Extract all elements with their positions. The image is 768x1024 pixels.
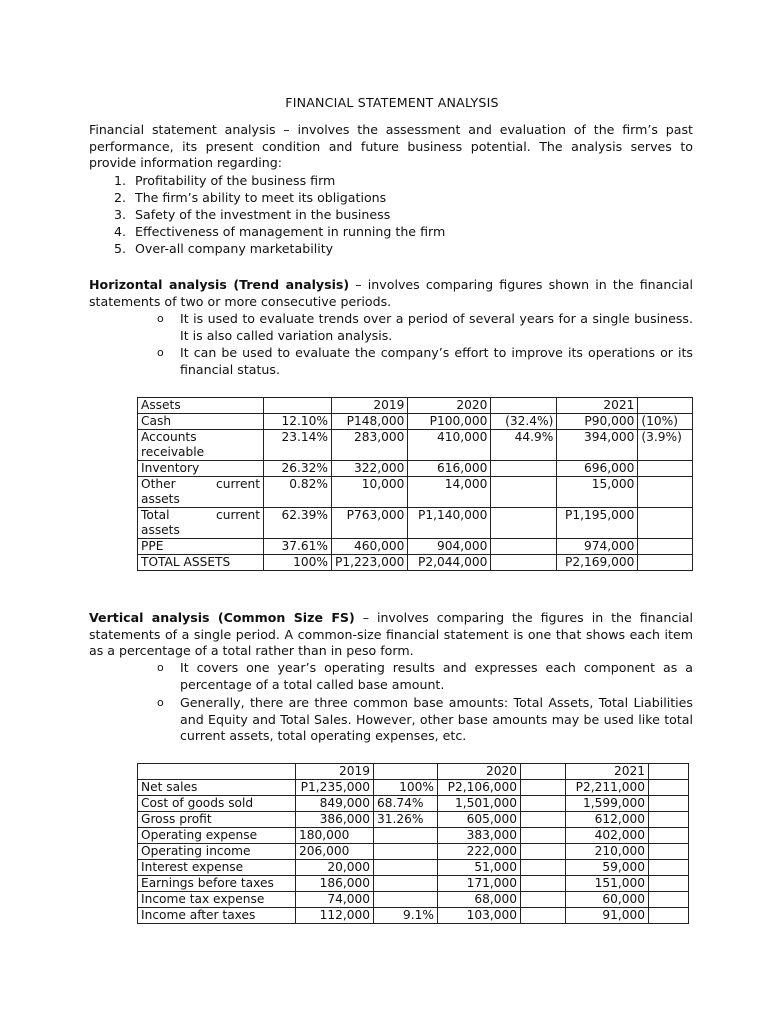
table-cell: 222,000 bbox=[438, 844, 521, 860]
row-label bbox=[138, 508, 264, 539]
table-cell bbox=[491, 477, 557, 508]
row-label: Accounts receivable bbox=[138, 430, 264, 461]
table-row bbox=[138, 430, 693, 461]
bullet-circle-icon: o bbox=[157, 661, 164, 674]
row-label-part: current bbox=[216, 477, 260, 491]
table-row bbox=[138, 461, 693, 477]
table-header-cell bbox=[264, 398, 332, 414]
row-label: Net sales bbox=[138, 780, 296, 796]
table-cell bbox=[374, 892, 438, 908]
table-cell: 62.39% bbox=[264, 508, 332, 539]
bullet-text: It is used to evaluate trends over a period of several years for a single business. It is also called variation analysis. bbox=[180, 311, 693, 343]
table-header-cell: 2019 bbox=[296, 764, 374, 780]
table-cell bbox=[521, 780, 566, 796]
table-cell bbox=[521, 812, 566, 828]
bullet-text: It covers one year’s operating results and expresses each component as a percentage of a total called base amount. bbox=[180, 660, 693, 692]
table-cell: 186,000 bbox=[296, 876, 374, 892]
table-row bbox=[138, 828, 689, 844]
table-cell: 100% bbox=[374, 780, 438, 796]
table-cell: P2,044,000 bbox=[408, 555, 491, 571]
table-cell: 171,000 bbox=[438, 876, 521, 892]
horizontal-bullet-2 bbox=[157, 345, 693, 378]
table-cell: 103,000 bbox=[438, 908, 521, 924]
table-cell: 31.26% bbox=[374, 812, 438, 828]
table-cell: 904,000 bbox=[408, 539, 491, 555]
table-cell: 460,000 bbox=[332, 539, 408, 555]
row-label: PPE bbox=[138, 539, 264, 555]
table-cell: 91,000 bbox=[566, 908, 649, 924]
table-cell bbox=[649, 876, 689, 892]
row-label: Interest expense bbox=[138, 860, 296, 876]
table-cell bbox=[638, 508, 693, 539]
table-cell: 210,000 bbox=[566, 844, 649, 860]
table-cell bbox=[649, 780, 689, 796]
table-row bbox=[138, 908, 689, 924]
table-cell: 696,000 bbox=[557, 461, 638, 477]
table-cell bbox=[638, 461, 693, 477]
page-title: FINANCIAL STATEMENT ANALYSIS bbox=[285, 95, 499, 110]
bullet-text: Generally, there are three common base amounts: Total Assets, Total Liabilities and Equity and Total Sales. However, other base amounts may be used like total current assets, total operating expenses, etc. bbox=[180, 695, 693, 743]
table-header-cell: 2019 bbox=[332, 398, 408, 414]
table-cell: 974,000 bbox=[557, 539, 638, 555]
table-row bbox=[138, 477, 693, 508]
table-cell bbox=[491, 508, 557, 539]
table-cell bbox=[374, 876, 438, 892]
table-cell bbox=[521, 796, 566, 812]
table-cell: 15,000 bbox=[557, 477, 638, 508]
table-header-cell bbox=[649, 764, 689, 780]
row-label: Income tax expense bbox=[138, 892, 296, 908]
horizontal-analysis-heading: Horizontal analysis (Trend analysis) bbox=[89, 277, 350, 292]
table-cell: 68.74% bbox=[374, 796, 438, 812]
table-header-cell bbox=[638, 398, 693, 414]
table-header-row bbox=[138, 398, 693, 414]
horizontal-analysis-text: – involves comparing figures shown in the financial statements of two or more consecutive periods. bbox=[89, 277, 693, 309]
table-header-cell: 2020 bbox=[408, 398, 491, 414]
row-label: Gross profit bbox=[138, 812, 296, 828]
table-cell bbox=[521, 860, 566, 876]
table-cell bbox=[491, 539, 557, 555]
table-cell: P763,000 bbox=[332, 508, 408, 539]
table-row bbox=[138, 796, 689, 812]
table-cell bbox=[374, 844, 438, 860]
row-label: TOTAL ASSETS bbox=[138, 555, 264, 571]
horizontal-analysis-paragraph bbox=[89, 277, 693, 310]
row-label: Operating expense bbox=[138, 828, 296, 844]
table-cell: 386,000 bbox=[296, 812, 374, 828]
table-cell: 14,000 bbox=[408, 477, 491, 508]
horizontal-analysis-table bbox=[137, 397, 693, 571]
bullet-text: It can be used to evaluate the company’s effort to improve its operations or its financial status. bbox=[180, 345, 693, 377]
table-cell bbox=[491, 555, 557, 571]
table-cell: 10,000 bbox=[332, 477, 408, 508]
table-cell bbox=[521, 828, 566, 844]
table-cell: (32.4%) bbox=[491, 414, 557, 430]
row-label: Income after taxes bbox=[138, 908, 296, 924]
list-text: Effectiveness of management in running the firm bbox=[135, 224, 446, 239]
vertical-analysis-heading: Vertical analysis (Common Size FS) bbox=[89, 610, 355, 625]
row-label: Earnings before taxes bbox=[138, 876, 296, 892]
table-cell: 0.82% bbox=[264, 477, 332, 508]
table-cell: 151,000 bbox=[566, 876, 649, 892]
table-cell bbox=[649, 892, 689, 908]
table-cell: P2,106,000 bbox=[438, 780, 521, 796]
table-cell bbox=[649, 796, 689, 812]
row-label bbox=[138, 477, 264, 508]
table-cell: 1,501,000 bbox=[438, 796, 521, 812]
row-label-part: Total bbox=[141, 508, 170, 522]
table-cell: 59,000 bbox=[566, 860, 649, 876]
table-header-cell: 2020 bbox=[438, 764, 521, 780]
table-cell bbox=[521, 892, 566, 908]
table-header-cell bbox=[374, 764, 438, 780]
vertical-analysis-text: – involves comparing the figures in the financial statements of a single period. A common-size financial statement is one that shows each item as a percentage of a total rather than in peso form. bbox=[89, 610, 693, 658]
bullet-circle-icon: o bbox=[157, 346, 164, 359]
table-cell bbox=[649, 844, 689, 860]
table-cell: 112,000 bbox=[296, 908, 374, 924]
table-row bbox=[138, 414, 693, 430]
table-cell: 20,000 bbox=[296, 860, 374, 876]
table-cell: 1,599,000 bbox=[566, 796, 649, 812]
table-cell bbox=[491, 461, 557, 477]
bullet-circle-icon: o bbox=[157, 312, 164, 325]
table-cell bbox=[649, 860, 689, 876]
table-cell: 23.14% bbox=[264, 430, 332, 461]
row-label: Operating income bbox=[138, 844, 296, 860]
vertical-analysis-table bbox=[137, 763, 689, 924]
list-number: 1. bbox=[114, 173, 127, 188]
list-number: 3. bbox=[114, 207, 127, 222]
table-cell bbox=[649, 812, 689, 828]
table-header-cell: 2021 bbox=[566, 764, 649, 780]
table-cell: P2,169,000 bbox=[557, 555, 638, 571]
table-cell: 100% bbox=[264, 555, 332, 571]
table-row bbox=[138, 539, 693, 555]
table-cell: P90,000 bbox=[557, 414, 638, 430]
table-row bbox=[138, 892, 689, 908]
table-header-cell: 2021 bbox=[557, 398, 638, 414]
table-cell: (3.9%) bbox=[638, 430, 693, 461]
row-label-part: assets bbox=[141, 492, 180, 506]
table-cell: 180,000 bbox=[296, 828, 374, 844]
table-cell bbox=[649, 828, 689, 844]
list-text: Over-all company marketability bbox=[135, 241, 334, 256]
table-cell bbox=[638, 477, 693, 508]
table-cell: 616,000 bbox=[408, 461, 491, 477]
table-row bbox=[138, 860, 689, 876]
table-cell bbox=[638, 539, 693, 555]
table-row bbox=[138, 555, 693, 571]
row-label: Cash bbox=[138, 414, 264, 430]
table-cell bbox=[649, 908, 689, 924]
table-cell: 322,000 bbox=[332, 461, 408, 477]
table-cell bbox=[374, 828, 438, 844]
list-text: Safety of the investment in the business bbox=[135, 207, 391, 222]
table-cell bbox=[521, 908, 566, 924]
list-number: 4. bbox=[114, 224, 127, 239]
table-cell: 402,000 bbox=[566, 828, 649, 844]
table-header-cell bbox=[521, 764, 566, 780]
table-cell bbox=[638, 555, 693, 571]
table-cell: P1,195,000 bbox=[557, 508, 638, 539]
bullet-circle-icon: o bbox=[157, 696, 164, 709]
table-header-cell bbox=[138, 764, 296, 780]
table-header-cell bbox=[491, 398, 557, 414]
table-cell: 612,000 bbox=[566, 812, 649, 828]
table-cell: P1,140,000 bbox=[408, 508, 491, 539]
table-row bbox=[138, 508, 693, 539]
table-row bbox=[138, 844, 689, 860]
table-header-cell: Assets bbox=[138, 398, 264, 414]
table-cell: 26.32% bbox=[264, 461, 332, 477]
table-cell: (10%) bbox=[638, 414, 693, 430]
table-cell bbox=[521, 876, 566, 892]
row-label-part: Other bbox=[141, 477, 176, 491]
table-row bbox=[138, 876, 689, 892]
table-row bbox=[138, 812, 689, 828]
list-text: The firm’s ability to meet its obligations bbox=[135, 190, 387, 205]
table-cell: P2,211,000 bbox=[566, 780, 649, 796]
table-cell: 605,000 bbox=[438, 812, 521, 828]
intro-paragraph: Financial statement analysis – involves the assessment and evaluation of the firm’s past performance, its present condition and future business potential. The analysis serves to provide information regarding: bbox=[89, 122, 693, 170]
table-cell: 44.9% bbox=[491, 430, 557, 461]
vertical-bullet-2 bbox=[157, 695, 693, 745]
table-cell: 206,000 bbox=[296, 844, 374, 860]
table-cell: 37.61% bbox=[264, 539, 332, 555]
table-cell: 51,000 bbox=[438, 860, 521, 876]
table-cell: P1,235,000 bbox=[296, 780, 374, 796]
table-cell bbox=[374, 860, 438, 876]
list-text: Profitability of the business firm bbox=[135, 173, 336, 188]
vertical-bullet-1 bbox=[157, 660, 693, 693]
table-cell: P148,000 bbox=[332, 414, 408, 430]
row-label-part: assets bbox=[141, 523, 180, 537]
table-cell: 410,000 bbox=[408, 430, 491, 461]
table-cell: P1,223,000 bbox=[332, 555, 408, 571]
table-cell: 68,000 bbox=[438, 892, 521, 908]
vertical-analysis-paragraph bbox=[89, 610, 693, 660]
table-cell: 9.1% bbox=[374, 908, 438, 924]
table-cell: 283,000 bbox=[332, 430, 408, 461]
table-cell: 849,000 bbox=[296, 796, 374, 812]
table-row bbox=[138, 780, 689, 796]
row-label: Cost of goods sold bbox=[138, 796, 296, 812]
row-label: Inventory bbox=[138, 461, 264, 477]
horizontal-bullet-1 bbox=[157, 311, 693, 344]
table-cell: 60,000 bbox=[566, 892, 649, 908]
table-cell: 12.10% bbox=[264, 414, 332, 430]
list-number: 2. bbox=[114, 190, 127, 205]
table-cell bbox=[521, 844, 566, 860]
list-number: 5. bbox=[114, 241, 127, 256]
table-cell: 74,000 bbox=[296, 892, 374, 908]
table-header-row bbox=[138, 764, 689, 780]
table-cell: 383,000 bbox=[438, 828, 521, 844]
table-cell: 394,000 bbox=[557, 430, 638, 461]
table-cell: P100,000 bbox=[408, 414, 491, 430]
row-label-part: current bbox=[216, 508, 260, 522]
